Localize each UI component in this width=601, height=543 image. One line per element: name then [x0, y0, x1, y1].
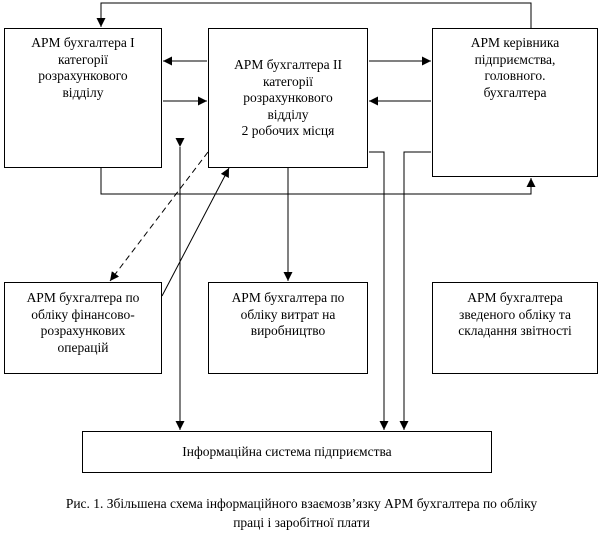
connector-head-to-arm1-top — [101, 3, 531, 28]
arm-consolidated-label: АРМ бухгалтера зведеного обліку та складання звітності — [458, 290, 572, 338]
connector-arm2-to-financial-dashed — [110, 152, 208, 281]
connector-arm1-to-head-bottom — [101, 168, 531, 194]
connector-financial-to-arm2 — [162, 168, 229, 296]
arm-head-label: АРМ керівника підприємства, головного. бухгалтера — [470, 35, 560, 100]
arm-costs-label: АРМ бухгалтера по обліку витрат на виробництво — [231, 290, 345, 338]
arm-accountant-1-label: АРМ бухгалтера І категорії розрахункового відділу — [31, 35, 135, 100]
arm-financial-label: АРМ бухгалтера по обліку фінансово- розрахункових операцій — [26, 290, 140, 355]
arm-accountant-2-label: АРМ бухгалтера ІІ категорії розрахункового відділу 2 робочих місця — [234, 57, 342, 138]
figure-caption: Рис. 1. Збільшена схема інформаційного взаємозв’язку АРМ бухгалтера по обліку праці і заробітної плати — [65, 496, 538, 530]
information-system-label: Інформаційна система підприємства — [182, 443, 392, 459]
